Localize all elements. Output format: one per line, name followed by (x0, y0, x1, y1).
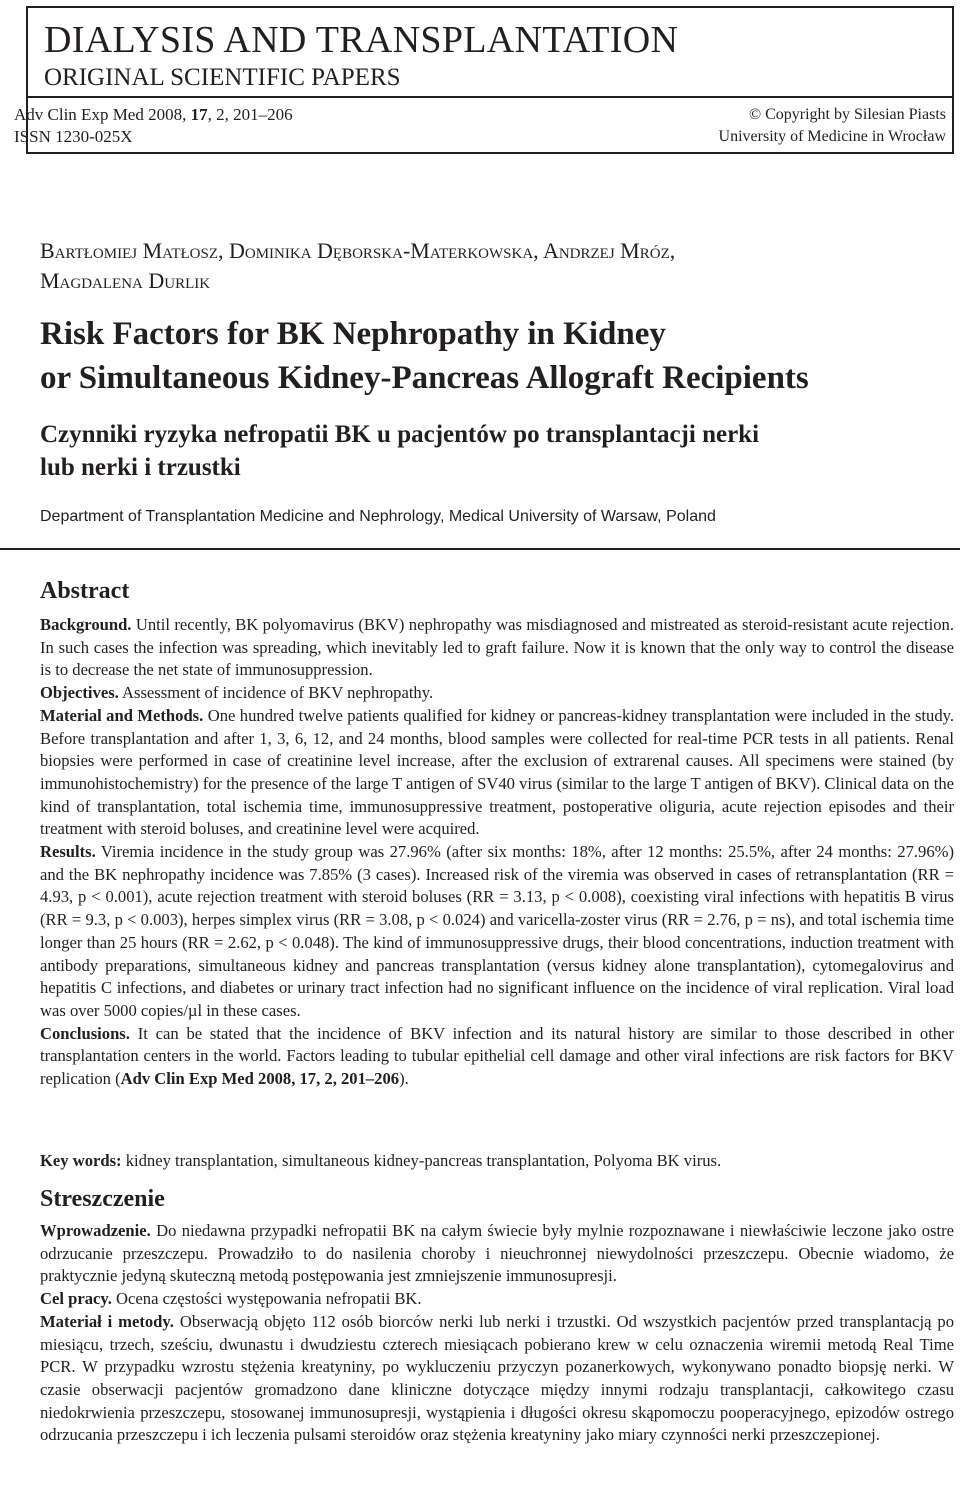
streszczenie-heading: Streszczenie (40, 1186, 165, 1212)
keywords: Key words: kidney transplantation, simultaneous kidney-pancreas transplantation, Polyoma BK virus. (40, 1151, 722, 1170)
streszczenie-intro: Wprowadzenie. Do niedawna przypadki nefropatii BK na całym świecie były mylnie rozpoznawane i niewłaściwie leczone jako ostre odrzucanie przeszczepu. Prowadziło to do nasilenia choroby i nieuchronnej niewydolności przeszczepu. Obecnie wiadomo, że praktycznie jedyną skuteczną metodą postępowania jest zmniejszenie immunosupresji. (40, 1221, 954, 1286)
copyright-notice: © Copyright by Silesian Piasts University of Medicine in Wrocław (718, 106, 946, 145)
journal-citation (14, 104, 293, 148)
citation: Adv Clin Exp Med 2008, 17, 2, 201–206 (120, 1069, 400, 1089)
streszczenie-aim: Cel pracy. Ocena częstości występowania nefropatii BK. (40, 1289, 422, 1309)
affiliation: Department of Transplantation Medicine and Nephrology, Medical University of Warsaw, Poland (40, 508, 716, 525)
article-title-polish: Czynniki ryzyka nefropatii BK u pacjentów po transplantacji nerki lub nerki i trzustki (40, 421, 760, 481)
authors: Bartłomiej Matłosz, Dominika Dęborska-Materkowska, Andrzej Mróz, Magdalena Durlik (40, 238, 676, 293)
journal-line: Adv Clin Exp Med 2008, 17, 2, 201–206 (14, 105, 293, 124)
divider-rule (0, 548, 960, 550)
section-subtitle: ORIGINAL SCIENTIFIC PAPERS (44, 64, 401, 91)
abstract-objectives: Objectives. Assessment of incidence of BKV nephropathy. (40, 683, 434, 703)
abstract-body (40, 614, 954, 1091)
abstract-conclusions: Conclusions. It can be stated that the incidence of BKV infection and its natural history are similar to those described in other transplantation centers in the world. Factors leading to tubular epithelial cell damage and other viral infections are risk factors for BKV replication (Adv Clin Exp Med 2008, 17, 2, 201–206). (40, 1023, 954, 1089)
streszczenie-methods: Materiał i metody. Obserwacją objęto 112 osób biorców nerki lub nerki i trzustki. Od wszystkich pacjentów przed transplantacją po miesiącu, trzech, sześciu, dwunastu i dwudziestu czterech miesiącach pobierano krew w celu oznaczenia wiremii metodą Real Time PCR. W przypadku wzrostu stężenia kreatyniny, po wykluczeniu przyczyn pozanerkowych, wykonywano ponadto biopsję nerki. W czasie obserwacji pacjentów gromadzono dane kliniczne dotyczące między innymi rodzaju transplantacji, całkowitego czasu niedokrwienia przeszczepu, stosowanej immunosupresji, wystąpienia i długości okresu skąpomoczu pooperacyjnego, epizodów ostrego odrzucania przeszczepu i ich leczenia pulsami steroidów oraz stężenia kreatyniny jako miary czynności nerki przeszczepionej. (40, 1311, 954, 1445)
abstract-methods: Material and Methods. One hundred twelve patients qualified for kidney or pancreas-kidney transplantation were included in the study. Before transplantation and after 1, 3, 6, 12, and 24 months, blood samples were collected for real-time PCR tests in all patients. Renal biopsies were performed in case of creatinine level increase, after the exclusion of extrarenal causes. All specimens were stained (by immunohistochemistry) for the presence of the large T antigen of SV40 virus (similar to the large T antigen of BKV). Clinical data on the kind of transplantation, total ischemia time, immunosuppressive treatment, postoperative oliguria, acute rejection episodes and their treatment with steroid boluses, and creatinine level were acquired. (40, 705, 954, 839)
article-title-english: Risk Factors for BK Nephropathy in Kidney or Simultaneous Kidney-Pancreas Allograft Recipients (40, 316, 809, 396)
abstract-results: Results. Viremia incidence in the study group was 27.96% (after six months: 18%, after 12 months: 25.5%, after 24 months: 27.96%) and the BK nephropathy incidence was 7.85% (3 cases). Increased risk of the viremia was observed in cases of retransplantation (RR = 4.93, p < 0.001), acute rejection treatment with steroid boluses (RR = 3.13, p < 0.008), coexisting viral infections with hepatitis B virus (RR = 9.3, p < 0.003), herpes simplex virus (RR = 3.08, p < 0.024) and varicella-zoster virus (RR = 2.76, p = ns), and total ischemia time longer than 25 hours (RR = 2.62, p < 0.048). The kind of immunosuppressive drugs, their blood concentrations, induction treatment with antibody preparations, simultaneous kidney and pancreas transplantation (versus kidney alone transplantation), cytomegalovirus and hepatitis C infections, and diabetes or urinary tract infection had no significant influence on the incidence of viral replication. Viral load was over 5000 copies/µl in these cases. (40, 842, 954, 1020)
issn: ISSN 1230-025X (14, 127, 133, 146)
abstract-background: Background. Until recently, BK polyomavirus (BKV) nephropathy was misdiagnosed and mistreated as steroid-resistant acute rejection. In such cases the infection was spreading, which inevitably led to graft failure. Now it is known that the only way to control the disease is to decrease the net state of immunosuppression. (40, 615, 954, 680)
section-banner (28, 8, 952, 98)
streszczenie-body (40, 1220, 954, 1447)
section-title: DIALYSIS AND TRANSPLANTATION (44, 19, 679, 61)
abstract-heading: Abstract (40, 578, 130, 604)
